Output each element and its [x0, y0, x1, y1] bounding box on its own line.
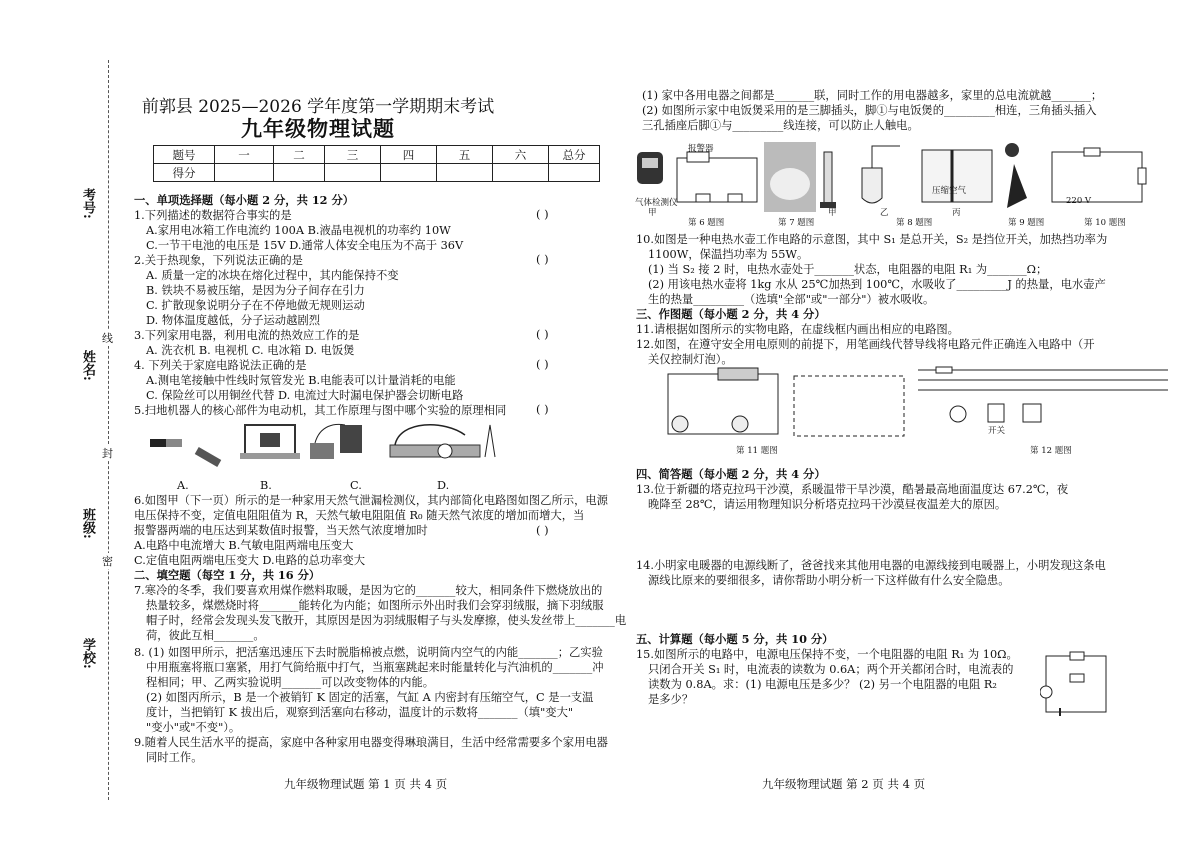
question-text: 帽子时，经常会发现头发飞散开，其原因是因为羽绒服帽子与头发摩擦，使头发丝带上_______电: [146, 614, 627, 627]
option-text: A. 质量一定的冰块在熔化过程中，其内能保持不变: [146, 269, 399, 282]
page-footer: 九年级物理试题 第 1 页 共 4 页: [284, 777, 448, 791]
question-text: 源线比原来的要细很多，请你帮助小明分析一下这样做有什么安全隐患。: [648, 574, 1010, 587]
question-text: 1100W，保温挡功率为 55W。: [648, 248, 809, 261]
option-text: B. 铁块不易被压缩，是因为分子间存在引力: [146, 284, 365, 297]
subject-title: 九年级物理试题: [241, 116, 395, 141]
question-text: 2.关于热现象，下列说法正确的是: [134, 254, 303, 267]
figure-caption: 第 7 题图: [778, 218, 815, 228]
option-label: D.: [437, 479, 450, 492]
answer-paren[interactable]: ( ): [536, 327, 549, 341]
question-text: 9.随着人民生活水平的提高，家庭中各种家用电器变得琳琅满目，生活中经常需要多个家用电器: [134, 736, 608, 749]
section-heading: 二、填空题（每空 1 分，共 16 分）: [134, 568, 321, 582]
question-text: "变小"或"不变"）。: [146, 721, 241, 734]
real-circuit-figure: [668, 368, 778, 434]
question-text: (1) 当 S₂ 接 2 时，电热水壶处于_______状态，电阻器的电阻 R₁ 为_______Ω；: [648, 263, 1048, 276]
question-text: 同时工作。: [146, 751, 203, 764]
question-text: (1) 家中各用电器之间都是_______联，同时工作的用电器越多，家里的总电流就越_______；: [642, 89, 1103, 102]
option-text: A.家用电冰箱工作电流约 100A B.液晶电视机的功率约 10W: [146, 224, 451, 237]
name-label: 姓名:: [80, 350, 95, 381]
figure-label: 丙: [952, 208, 961, 218]
answer-paren[interactable]: ( ): [536, 402, 549, 416]
alarm-circuit-figure: [677, 152, 757, 202]
figure-caption: 第 8 题图: [896, 218, 933, 228]
school-label: 学校:: [80, 638, 95, 669]
score-cell[interactable]: [493, 164, 549, 182]
score-table: [153, 145, 600, 182]
score-row-label: 得分: [154, 164, 215, 182]
question-text: 报警器两端的电压达到某数值时报警，当天然气浓度增加时: [134, 524, 428, 537]
figure-label: 甲: [648, 208, 657, 218]
score-cell[interactable]: [325, 164, 381, 182]
option-text: C.一节干电池的电压是 15V D.通常人体安全电压为不高于 36V: [146, 239, 464, 252]
class-label: 班级:: [80, 508, 95, 539]
question-text: 8. (1) 如图甲所示，把活塞迅速压下去时脱脂棉被点燃，说明筒内空气的内能_______；乙实验: [134, 646, 603, 659]
score-header: 三: [325, 146, 381, 164]
score-cell[interactable]: [274, 164, 325, 182]
kettle-circuit-figure: [1052, 148, 1146, 202]
motor-experiment-figure: [240, 425, 300, 459]
option-text: A. 洗衣机 B. 电视机 C. 电冰箱 D. 电饭煲: [146, 344, 355, 357]
figure-label: 压缩空气: [932, 186, 967, 196]
question-text: 12.如图，在遵守安全用电原则的前提下，用笔画线代替导线将电路元件正确连入电路中（开: [636, 338, 1095, 351]
magnet-figure: [150, 439, 221, 467]
answer-paren[interactable]: ( ): [536, 207, 549, 221]
binding-line: [108, 60, 109, 800]
question-text: 15.如图所示的电路中，电源电压保持不变，一个电阻器的电阻 R₁ 为 10Ω。: [636, 648, 1018, 661]
answer-box: [794, 376, 904, 436]
piston-figure: [820, 152, 836, 208]
question-text: 程相同；甲、乙两实验说明_______可以改变物体的内能。: [146, 676, 435, 689]
score-cell[interactable]: [215, 164, 274, 182]
option-text: C. 保险丝可以用铜丝代替 D. 电流过大时漏电保护器会切断电路: [146, 389, 464, 402]
score-header: 总分: [549, 146, 600, 164]
figure-label: 甲: [828, 208, 837, 218]
option-text: C.定值电阻两端电压变大 D.电路的总功率变大: [134, 554, 366, 567]
gutter-mark: 线: [102, 332, 113, 345]
section-heading: 三、作图题（每小题 2 分，共 4 分）: [636, 307, 826, 321]
option-label: C.: [350, 479, 362, 492]
score-header: 五: [437, 146, 493, 164]
question-text: (2) 用该电热水壶将 1kg 水从 25℃加热到 100℃，水吸收了_________J 的热量，电水壶产: [648, 278, 1106, 291]
section-heading: 一、单项选择题（每小题 2 分，共 12 分）: [134, 193, 355, 207]
figure-label: 乙: [880, 208, 889, 218]
exam-title: 前郭县 2025—2026 学年度第一学期期末考试: [141, 97, 495, 117]
question-text: 11.请根据如图所示的实物电路，在虚线框内画出相应的电路图。: [636, 323, 959, 336]
question-text: 荷，彼此互相_______。: [146, 629, 265, 642]
option-label: A.: [177, 479, 189, 492]
bottle-figure: [862, 146, 900, 203]
question-text: 6.如图甲（下一页）所示的是一种家用天然气泄漏检测仪，其内部简化电路图如图乙所示，电源: [134, 494, 608, 507]
question-text: 读数为 0.8A。求：(1) 电源电压是多少？ (2) 另一个电阻器的电阻 R₂: [648, 678, 997, 691]
figure-caption: 第 10 题图: [1084, 218, 1126, 228]
q5-figures: [145, 415, 525, 477]
answer-paren[interactable]: ( ): [536, 357, 549, 371]
figure-caption: 第 12 题图: [1030, 446, 1072, 456]
q15-circuit-figure: [1040, 642, 1112, 718]
question-text: 只闭合开关 S₁ 时，电流表的读数为 0.6A；两个开关都闭合时，电流表的: [648, 663, 1014, 676]
answer-paren[interactable]: ( ): [536, 523, 549, 537]
option-text: C. 扩散现象说明分子在不停地做无规则运动: [146, 299, 365, 312]
question-text: (2) 如图丙所示，B 是一个被销钉 K 固定的活塞，气缸 A 内密封有压缩空气，C 是一支温: [146, 691, 594, 704]
switch-label: 开关: [988, 426, 1006, 436]
gutter-mark: 密: [102, 555, 113, 568]
question-text: 三孔插座后脚①与_________线连接，可以防止人触电。: [642, 119, 919, 132]
figure-caption: 第 6 题图: [688, 218, 725, 228]
section-heading: 五、计算题（每小题 5 分，共 10 分）: [636, 632, 834, 646]
coil-experiment-figure: [390, 425, 495, 458]
question-text: 电压保持不变，定值电阻阻值为 R，天然气敏电阻阻值 R₀ 随天然气浓度的增加而增大，当: [134, 509, 585, 522]
score-header: 题号: [154, 146, 215, 164]
answer-paren[interactable]: ( ): [536, 252, 549, 266]
figure-label: 气体检测仪: [635, 198, 678, 208]
question-text: 13.位于新疆的塔克拉玛干沙漠，系暖温带干旱沙漠，酷暑最高地面温度达 67.2℃，夜: [636, 483, 1069, 496]
question-text: 4. 下列关于家庭电路说法正确的是: [134, 359, 307, 372]
rice-cooker-photo: [764, 142, 816, 212]
score-header: 六: [493, 146, 549, 164]
score-cell[interactable]: [437, 164, 493, 182]
figure-label: 220 V: [1066, 196, 1092, 206]
question-text: 7.寒冷的冬季，我们要喜欢用煤作燃料取暖，是因为它的_______较大，相同条件下燃烧放出的: [134, 584, 603, 597]
question-text: 5.扫地机器人的核心部件为电动机，其工作原理与图中哪个实验的原理相同: [134, 404, 507, 417]
option-text: D. 物体温度越低，分子运动越剧烈: [146, 314, 320, 327]
figure-caption: 第 9 题图: [1008, 218, 1045, 228]
score-header: 二: [274, 146, 325, 164]
option-text: A.电路中电流增大 B.气敏电阻两端电压变大: [134, 539, 354, 552]
question-text: 度计，当把销钉 K 拔出后，观察到活塞向右移动，温度计的示数将_______（填"变大": [146, 706, 574, 719]
q11-q12-figures: [658, 364, 1178, 450]
score-cell[interactable]: [381, 164, 437, 182]
gas-detector-figure: [637, 152, 663, 184]
gutter-mark: 封: [102, 447, 113, 460]
figure-label: 报警器: [688, 144, 714, 154]
question-text: 中用瓶塞将瓶口塞紧，用打气筒给瓶中打气，当瓶塞跳起来时能量转化与汽油机的_______冲: [146, 661, 604, 674]
question-text: 关仅控制灯泡）。: [648, 353, 733, 366]
question-text: 晚降至 28℃，请运用物理知识分析塔克拉玛干沙漠昼夜温差大的原因。: [648, 498, 1007, 511]
question-text: 是多少？: [648, 693, 694, 706]
score-cell[interactable]: [549, 164, 600, 182]
question-text: 热量较多，煤燃烧时将_______能转化为内能；如图所示外出时我们会穿羽绒服，摘下羽绒服: [146, 599, 604, 612]
exam-number-label: 考号:: [80, 188, 95, 219]
home-wiring-figure: [918, 367, 1168, 422]
page-footer: 九年级物理试题 第 2 页 共 4 页: [762, 777, 926, 791]
question-text: 1.下列描述的数据符合事实的是: [134, 209, 292, 222]
question-text: 3.下列家用电器，利用电流的热效应工作的是: [134, 329, 360, 342]
option-text: A.测电笔接触中性线时氖管发光 B.电能表可以计量消耗的电能: [146, 374, 456, 387]
page-two: [600, 0, 1200, 847]
question-text: 14.小明家电暖器的电源线断了，爸爸找来其他用电器的电源线接到电暖器上，小明发现这条电: [636, 559, 1106, 572]
plug-figure: [1005, 143, 1027, 208]
question-text: 10.如图是一种电热水壶工作电路的示意图，其中 S₁ 是总开关，S₂ 是挡位开关，加热挡功率为: [636, 233, 1108, 246]
section-heading: 四、简答题（每小题 2 分，共 4 分）: [636, 467, 826, 481]
question-text: 生的热量_________（选填"全部"或"一部分"）被水吸收。: [648, 293, 935, 306]
figure-caption: 第 11 题图: [736, 446, 778, 456]
option-label: B.: [260, 479, 272, 492]
question-text: (2) 如图所示家中电饭煲采用的是三脚插头，脚①与电饭煲的_________相连，三角插头插入: [642, 104, 1097, 117]
generator-experiment-figure: [310, 424, 362, 459]
score-header: 一: [215, 146, 274, 164]
score-header: 四: [381, 146, 437, 164]
